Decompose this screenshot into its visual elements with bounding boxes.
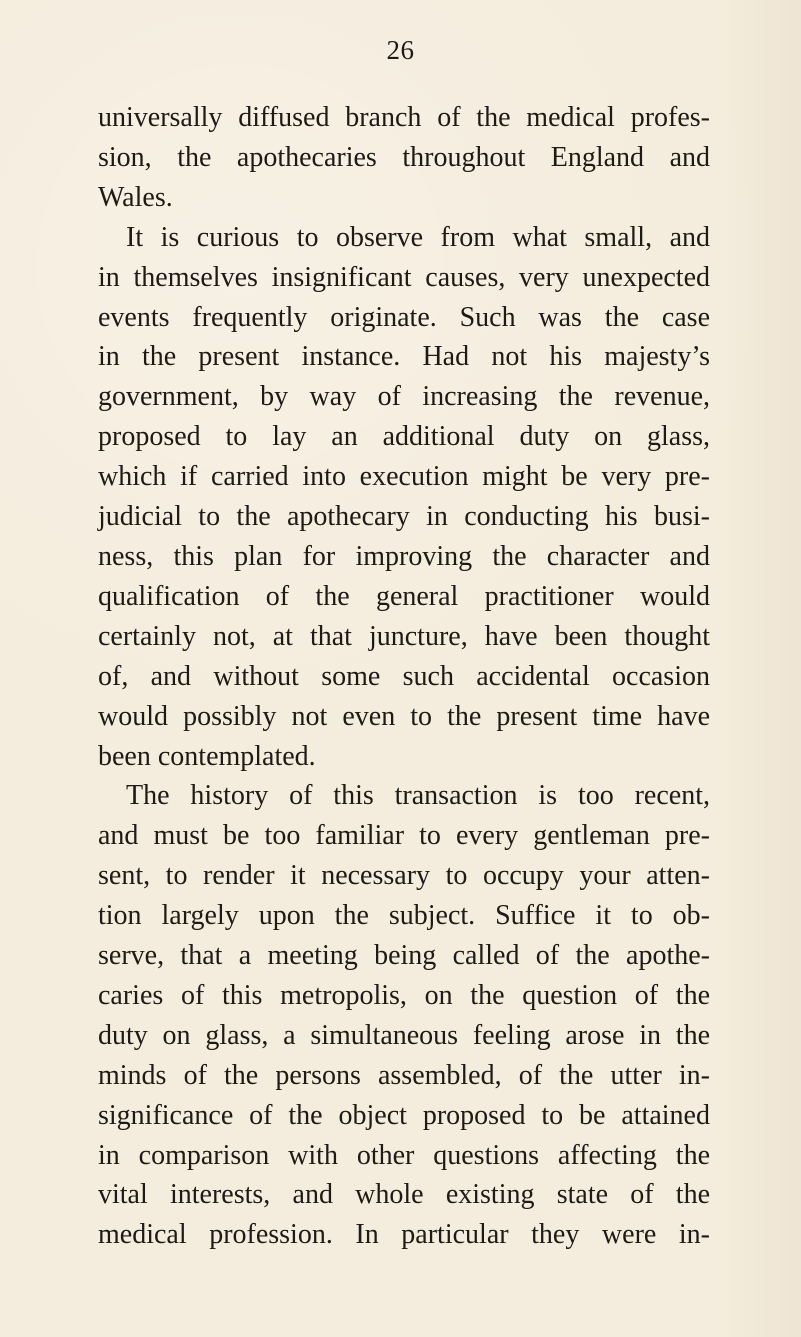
text-line: sent, to render it necessary to occupy your atten- [98,860,710,892]
text-line: proposed to lay an additional duty on glass, [98,421,710,453]
text-line: It is curious to observe from what small, and [126,221,710,253]
text-line: ness, this plan for improving the character and [98,540,710,572]
text-line: universally diffused branch of the medical profes- [98,102,710,133]
text-line: duty on glass, a simultaneous feeling arose in the [98,1019,710,1051]
text-line: Wales. [98,181,173,213]
text-line: which if carried into execution might be very pre- [98,461,710,493]
text-line: medical profession. In particular they were in- [98,1219,710,1251]
text-line: certainly not, at that juncture, have been thought [98,620,710,652]
text-line: government, by way of increasing the revenue, [98,381,710,413]
text-line: vital interests, and whole existing state of the [98,1179,710,1211]
text-line: and must be too familiar to every gentleman pre- [98,820,710,852]
text-line: caries of this metropolis, on the question of the [98,979,710,1011]
text-line: sion, the apothecaries throughout England and [98,141,710,173]
text-line: significance of the object proposed to be attained [98,1099,710,1131]
text-line: of, and without some such accidental occasion [98,660,710,692]
text-line: judicial to the apothecary in conducting his busi- [98,501,710,533]
page-number: 26 [386,35,415,65]
text-line: serve, that a meeting being called of the apothe- [98,940,710,972]
text-line: in themselves insignificant causes, very unexpected [98,261,710,293]
text-line: been contemplated. [98,740,316,772]
text-line: in the present instance. Had not his majesty’s [98,341,710,373]
text-line: The history of this transaction is too recent, [126,780,710,812]
text-line: events frequently originate. Such was the case [98,301,710,333]
text-line: in comparison with other questions affecting the [98,1139,710,1171]
text-line: minds of the persons assembled, of the utter in- [98,1059,710,1091]
text-line: would possibly not even to the present time have [98,700,710,732]
text-line: tion largely upon the subject. Suffice it to ob- [98,900,710,932]
body-text [98,98,710,1255]
text-line: qualification of the general practitioner would [98,580,710,612]
